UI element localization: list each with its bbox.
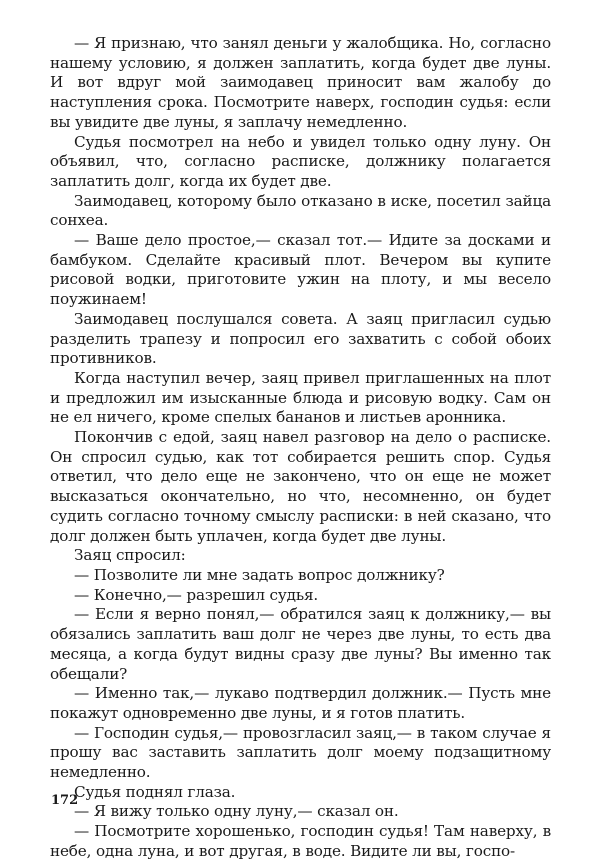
paragraph: — Конечно,— разрешил судья. (74, 585, 319, 604)
paragraph: Заяц спросил: (74, 546, 186, 565)
page-number: 172 (51, 793, 79, 808)
paragraph: Когда наступил вечер, заяц привел приглашенных на плот и предложил им изысканные блюда и рисовую водку. Сам он не ел ничего, кроме спелых бананов и листьев аронника. (50, 368, 551, 427)
paragraph: — Я признаю, что занял деньги у жалобщика. Но, согласно нашему условию, я должен заплатить, когда будет две луны. И вот вдруг мой заимодавец приносит вам жалобу до наступления срока. Посмотрите наверх, господин судья: если вы увидите две луны, я заплачу немедленно. (50, 34, 551, 131)
paragraph: — Именно так,— лукаво подтвердил должник.— Пусть мне покажут одновременно две луны, и я готов платить. (50, 684, 551, 722)
paragraph: — Я вижу только одну луну,— сказал он. (74, 802, 399, 821)
paragraph: — Посмотрите хорошенько, господин судья! Там наверху, в небе, одна луна, и вот другая, в воде. Видите ли вы, госпо- (50, 822, 551, 860)
paragraph: — Господин судья,— провозгласил заяц,— в таком случае я прошу вас заставить заплатить долг моему подзащитному немедленно. (50, 723, 551, 782)
paragraph: — Ваше дело простое,— сказал тот.— Идите за досками и бамбуком. Сделайте красивый плот. Вечером вы купите рисовой водки, приготовите ужин на плоту, и мы весело поужинаем! (50, 231, 551, 309)
paragraph: Судья поднял глаза. (74, 782, 236, 801)
paragraph: Заимодавец, которому было отказано в иске, посетил зайца сонхеа. (50, 191, 551, 230)
paragraph: Покончив с едой, заяц навел разговор на дело о расписке. Он спросил судью, как тот собирается решить спор. Судья ответил, что дело еще не закончено, что он еще не может высказаться окончательно, но что, несомненно, он будет судить согласно точному смыслу расписки: в ней сказано, что долг должен быть уплачен, когда будет две луны. (50, 428, 551, 545)
paragraph: Заимодавец послушался совета. А заяц пригласил судью разделить трапезу и попросил его захватить с собой обоих противников. (50, 309, 551, 368)
page-body-text (50, 34, 551, 862)
paragraph: Судья посмотрел на небо и увидел только одну луну. Он объявил, что, согласно расписке, должнику полагается заплатить долг, когда их будет две. (50, 132, 551, 190)
paragraph: — Если я верно понял,— обратился заяц к должнику,— вы обязались заплатить ваш долг не через две луны, то есть два месяца, а когда будут видны сразу две луны? Вы именно так обещали? (50, 605, 551, 683)
paragraph: — Позволите ли мне задать вопрос должнику? (74, 565, 445, 584)
